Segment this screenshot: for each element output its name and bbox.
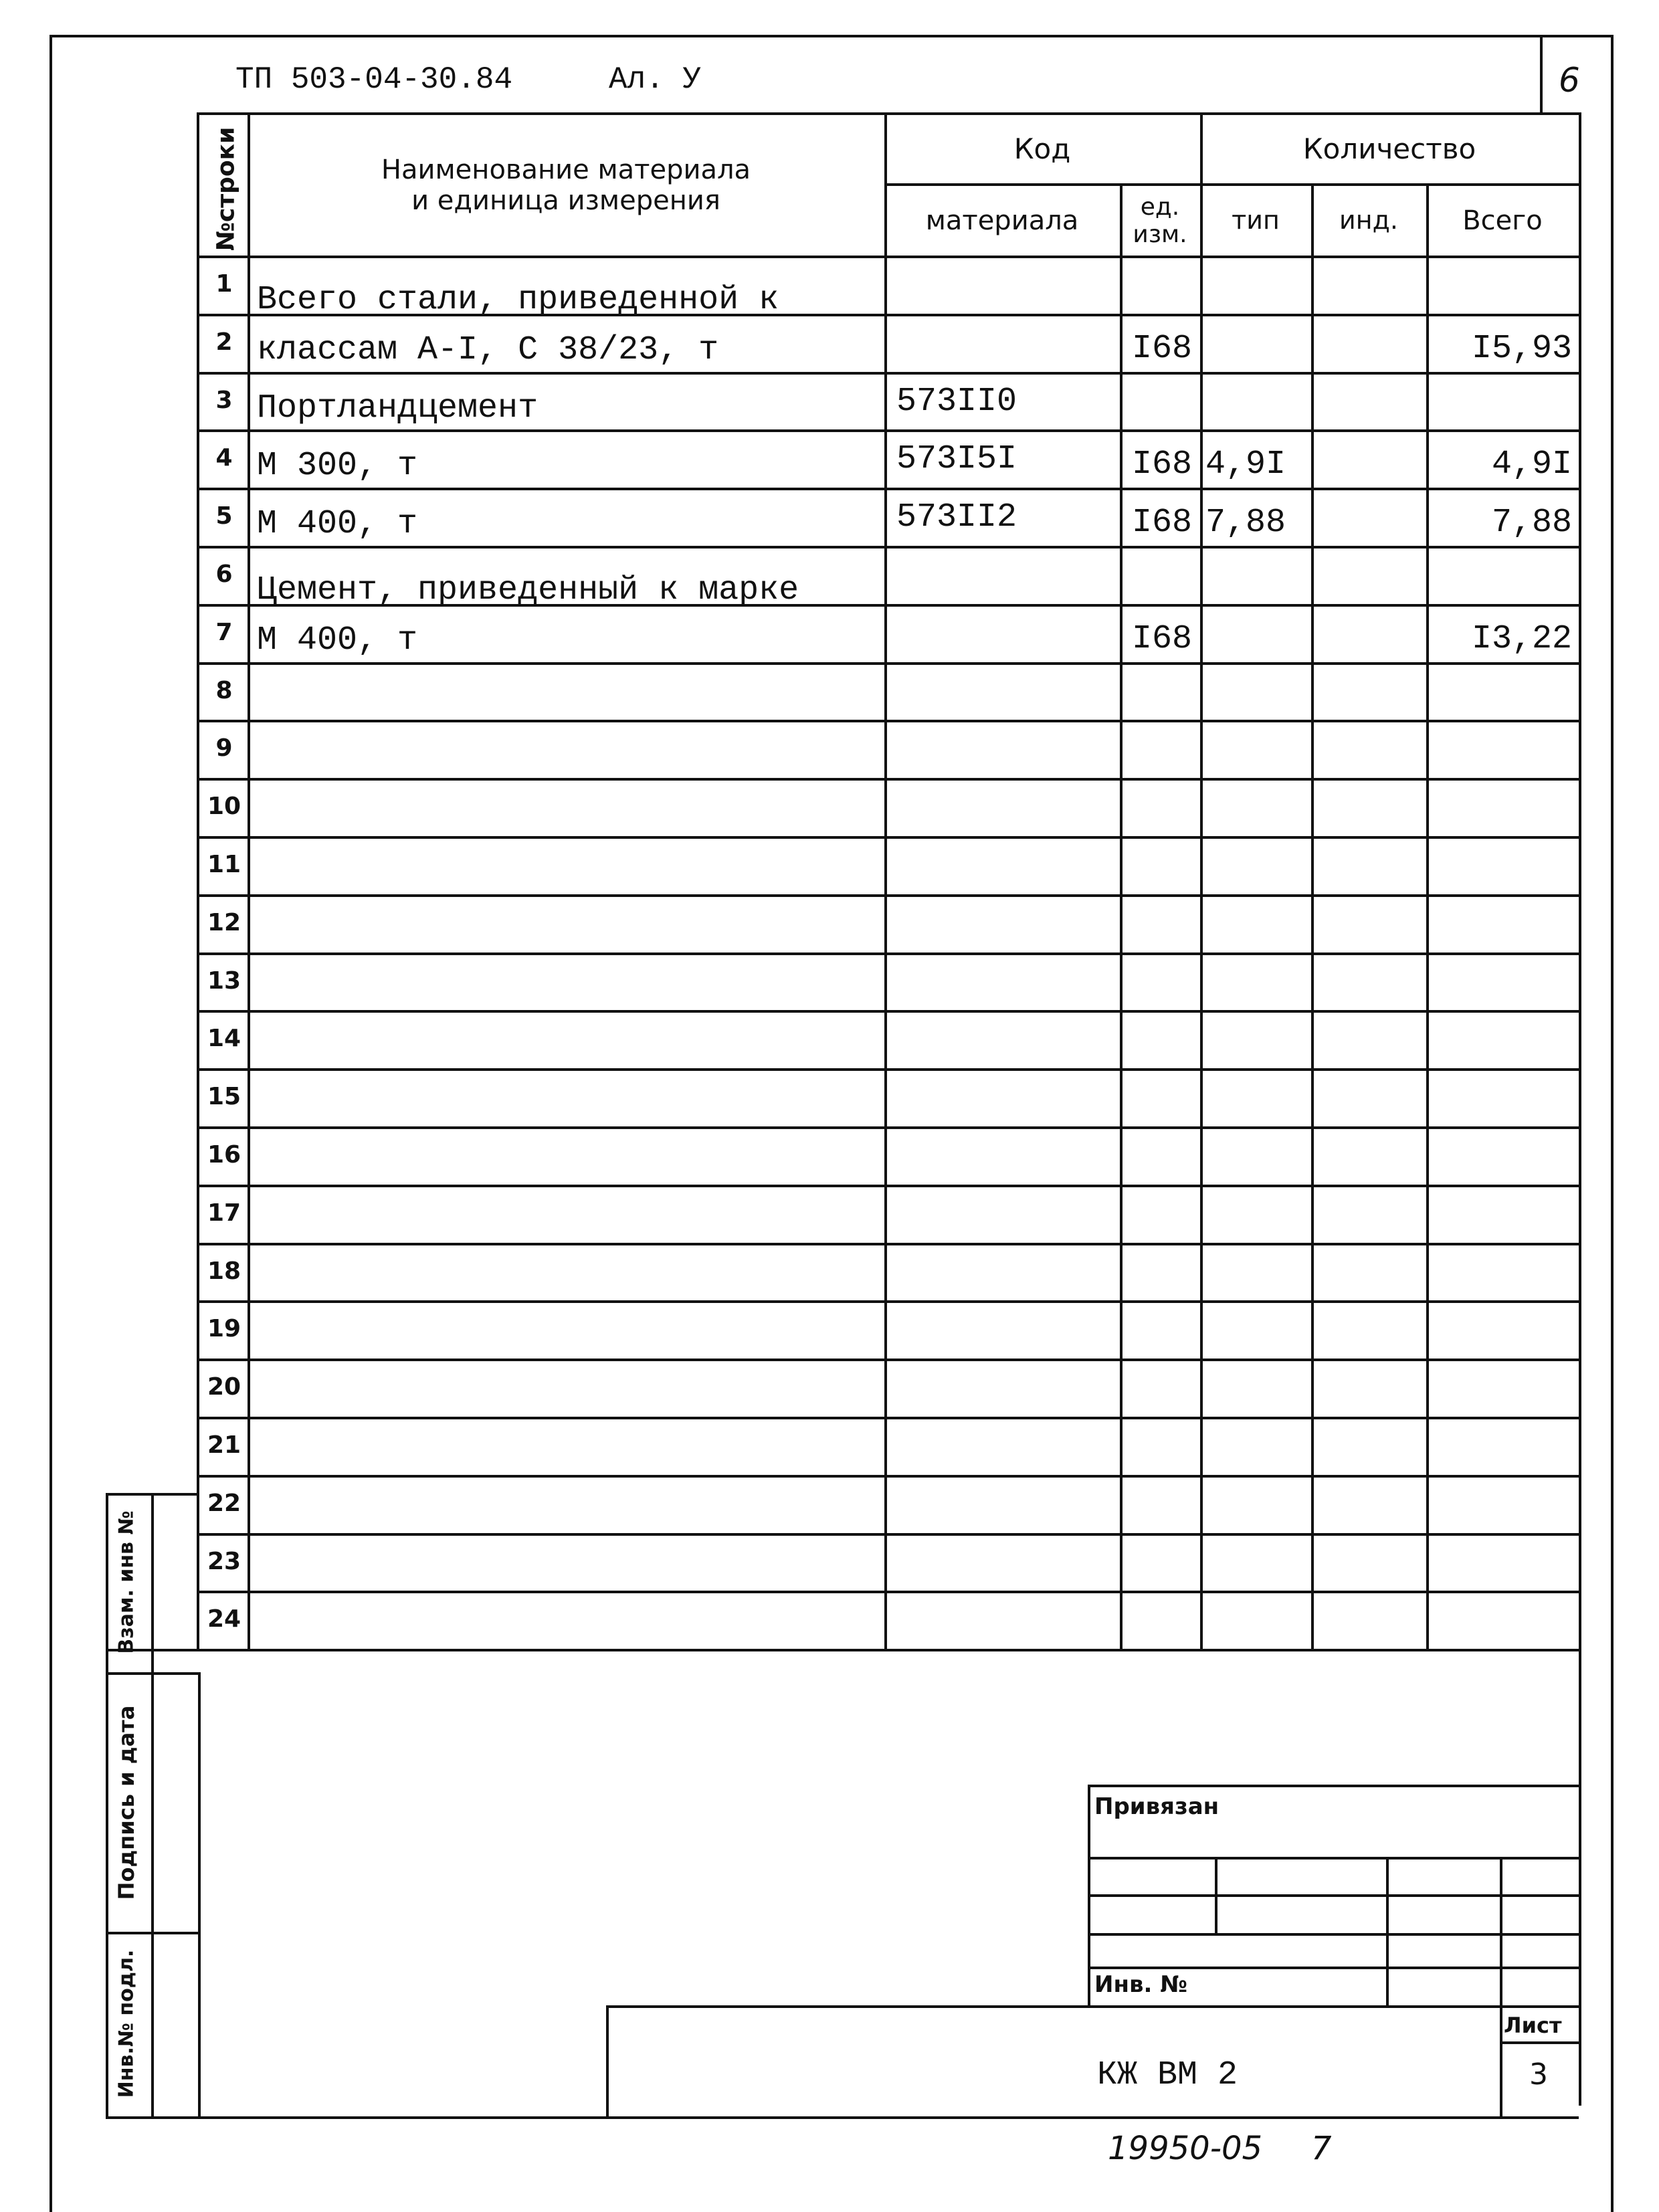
- col-name-header: [248, 115, 884, 256]
- row-number: 16: [207, 1141, 241, 1169]
- stamp-inv-podl: Инв.№ подл.: [114, 1949, 138, 2098]
- table-row-line: [197, 1475, 1581, 1478]
- tb-main-top: [606, 2005, 1579, 2008]
- row-number: 23: [207, 1548, 241, 1575]
- tb-row-2: [1088, 1894, 1579, 1897]
- row-unit: I68: [1132, 330, 1193, 368]
- frame-right-inner: [1579, 112, 1581, 2106]
- row-number: 20: [207, 1373, 241, 1401]
- stamp-col-left: [106, 1493, 108, 2119]
- table-row-line: [197, 1185, 1581, 1187]
- doc-code: ТП 503-04-30.84: [235, 62, 513, 97]
- tb-list-sep: [1500, 2041, 1579, 2044]
- row-name: Цемент, приведенный к марке: [257, 571, 799, 609]
- row-number: 2: [215, 328, 233, 356]
- row-number: 18: [207, 1258, 241, 1285]
- table-row-line: [197, 488, 1581, 490]
- list-label: Лист: [1504, 2013, 1562, 2038]
- row-unit: I68: [1132, 504, 1193, 542]
- row-code: 573II2: [896, 498, 1017, 536]
- table-col-unit-left: [1120, 183, 1123, 1651]
- tb-main-left: [606, 2005, 609, 2119]
- table-row-line: [197, 1417, 1581, 1419]
- table-row-line: [197, 1126, 1581, 1129]
- tb-vsep-3: [1500, 1857, 1502, 2119]
- stamp-vzam-inv: Взам. инв №: [114, 1510, 138, 1654]
- table-row-line: [197, 546, 1581, 548]
- col-code-unit-header-text: ед. изм.: [1133, 193, 1187, 248]
- row-name: Всего стали, приведенной к: [257, 281, 779, 319]
- lower-box-bottom: [198, 2116, 1579, 2119]
- row-number: 14: [207, 1025, 241, 1052]
- row-unit: I68: [1132, 620, 1193, 658]
- table-col-code-left: [884, 112, 887, 1651]
- row-number: 9: [215, 734, 233, 762]
- table-row-line: [197, 1359, 1581, 1361]
- table-row-line: [197, 1068, 1581, 1071]
- table-row-line: [197, 429, 1581, 432]
- table-row-line: [197, 894, 1581, 897]
- col-qty-ind-header: инд.: [1339, 205, 1398, 235]
- row-type: 4,9I: [1205, 445, 1286, 484]
- page-number-divider: [1540, 35, 1543, 114]
- row-number: 7: [215, 619, 233, 646]
- frame-left: [50, 35, 52, 2212]
- tb-vsep-1: [1215, 1857, 1217, 1936]
- tb-row-1: [1088, 1857, 1579, 1859]
- tb-row-3: [1088, 1933, 1579, 1936]
- row-total: I3,22: [1471, 620, 1572, 658]
- row-name: Портландцемент: [257, 389, 539, 427]
- col-code-material-header: материала: [925, 205, 1079, 236]
- frame-top: [50, 35, 1614, 37]
- album-label: Ал. У: [609, 62, 702, 97]
- row-total: 4,9I: [1491, 445, 1572, 484]
- table-bottom: [106, 1649, 1581, 1651]
- col-row-no-header: №строки: [212, 126, 240, 252]
- frame-right: [1611, 35, 1614, 2212]
- col-qty-header: Количество: [1302, 132, 1476, 165]
- tb-vsep-2: [1386, 1857, 1389, 2007]
- inv-no-label: Инв. №: [1094, 1971, 1188, 1998]
- row-name: классам А-I, С 38/23, т: [257, 331, 719, 369]
- row-name: М 400, т: [257, 505, 418, 543]
- table-header-bottom: [197, 256, 1581, 258]
- stamp-podpis-data: Подпись и дата: [114, 1705, 139, 1900]
- row-number: 24: [207, 1605, 241, 1633]
- table-col-total-left: [1426, 183, 1429, 1651]
- col-name-header-text: Наименование материала и единица измерения: [381, 155, 751, 216]
- row-number: 11: [207, 851, 241, 878]
- row-total: 7,88: [1491, 504, 1572, 542]
- col-code-unit-header: [1120, 186, 1200, 256]
- row-number: 12: [207, 909, 241, 936]
- footer-sheet: 7: [1311, 2130, 1332, 2167]
- table-row-line: [197, 952, 1581, 955]
- row-number: 8: [215, 677, 233, 704]
- row-name: М 300, т: [257, 447, 418, 485]
- row-name: М 400, т: [257, 621, 418, 660]
- designation: КЖ ВМ 2: [1097, 2056, 1238, 2094]
- row-number: 13: [207, 967, 241, 995]
- row-number: 17: [207, 1199, 241, 1227]
- col-qty-type-header: тип: [1232, 205, 1280, 235]
- table-row-line: [197, 1591, 1581, 1593]
- tb-outer-top: [1088, 1785, 1579, 1787]
- table-row-line: [197, 372, 1581, 375]
- row-type: 7,88: [1205, 504, 1286, 542]
- table-row-line: [197, 778, 1581, 781]
- row-number: 21: [207, 1431, 241, 1459]
- row-code: 573II0: [896, 383, 1017, 421]
- stamp-sep-1: [106, 1672, 199, 1675]
- row-number: 6: [215, 561, 233, 588]
- row-number: 5: [215, 502, 233, 530]
- list-number: 3: [1529, 2057, 1548, 2092]
- table-row-line: [197, 1243, 1581, 1245]
- tb-row-4: [1088, 1967, 1579, 1969]
- row-number: 4: [215, 444, 233, 472]
- row-number: 15: [207, 1083, 241, 1110]
- table-row-line: [197, 1010, 1581, 1013]
- row-unit: I68: [1132, 445, 1193, 484]
- row-number: 3: [215, 387, 233, 414]
- col-qty-total-header: Всего: [1462, 205, 1543, 236]
- row-code: 573I5I: [896, 440, 1017, 478]
- table-row-line: [197, 720, 1581, 722]
- table-col-ind-left: [1311, 183, 1314, 1651]
- stamp-col-mid: [151, 1493, 154, 2119]
- table-row-line: [197, 836, 1581, 839]
- table-col-type-left: [1200, 112, 1203, 1651]
- page-number: 6: [1559, 61, 1580, 100]
- row-number: 19: [207, 1315, 241, 1342]
- table-row-line: [197, 662, 1581, 665]
- stamp-top: [106, 1493, 199, 1496]
- row-number: 10: [207, 793, 241, 820]
- lower-box-left: [198, 1672, 201, 2119]
- table-row-line: [197, 1300, 1581, 1303]
- table-row-line: [197, 1533, 1581, 1536]
- row-number: 1: [215, 270, 233, 298]
- privyazan-label: Привязан: [1094, 1793, 1219, 1820]
- footer-number: 19950-05: [1108, 2130, 1263, 2167]
- col-code-header: Код: [1013, 132, 1071, 165]
- row-number: 22: [207, 1490, 241, 1517]
- row-total: I5,93: [1471, 330, 1572, 368]
